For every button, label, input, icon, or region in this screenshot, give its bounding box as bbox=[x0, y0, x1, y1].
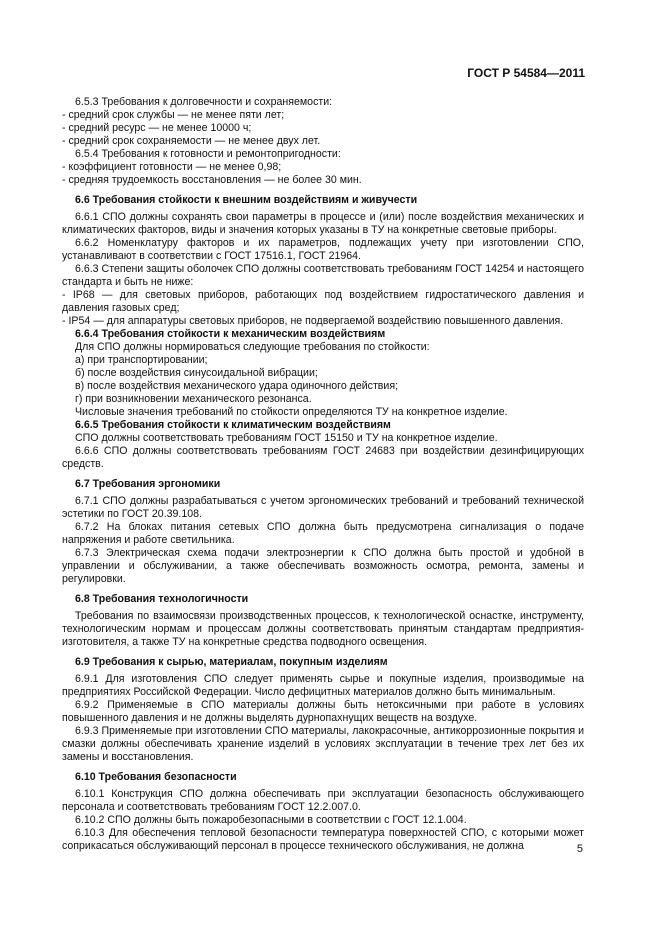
paragraph: - IP54 — для аппаратуры световых приборов, не подвергаемой воздействию повышенного давления. bbox=[62, 315, 564, 327]
paragraph: СПО должны соответствовать требованиям ГОСТ 15150 и ТУ на конкретное изделие. bbox=[75, 432, 498, 444]
paragraph: - средний срок службы — не менее пяти лет; bbox=[62, 109, 285, 121]
section-heading: 6.9 Требования к сырью, материалам, покупным изделиям bbox=[75, 656, 388, 668]
paragraph: 6.9.2 Применяемые в СПО материалы должны быть нетоксичными при работе в условиях повышенного давления и не должны выделять дурнопахнущих веществ на воздухе. bbox=[62, 699, 584, 724]
paragraph: 6.9.3 Применяемые при изготовлении СПО материалы, лакокрасочные, антикоррозионные покрытия и смазки должны обеспечивать хранение изделий в условиях эксплуатации в течение трех лет без их замены и восстановления. bbox=[62, 725, 584, 763]
paragraph: 6.6.3 Степени защиты оболочек СПО должны соответствовать требованиям ГОСТ 14254 и настоящего стандарта и быть не ниже: bbox=[62, 263, 584, 288]
paragraph: 6.7.1 СПО должны разрабатываться с учетом эргономических требований и требований технической эстетики по ГОСТ 20.39.108. bbox=[62, 495, 584, 520]
paragraph: - средний ресурс — не менее 10000 ч; bbox=[62, 122, 252, 134]
document-header: ГОСТ Р 54584—2011 bbox=[467, 66, 585, 80]
section-heading: 6.8 Требования технологичности bbox=[75, 593, 249, 605]
paragraph: Для СПО должны нормироваться следующие требования по стойкости: bbox=[75, 341, 430, 353]
paragraph: 6.6.6 СПО должны соответствовать требованиям ГОСТ 24683 при воздействии дезинфицирующих средств. bbox=[62, 445, 584, 470]
paragraph: 6.7.2 На блоках питания сетевых СПО должна быть предусмотрена сигнализация о подаче напряжения и работе светильника. bbox=[62, 521, 584, 546]
paragraph: 6.10.2 СПО должны быть пожаробезопасными в соответствии с ГОСТ 12.1.004. bbox=[75, 814, 467, 826]
section-heading: 6.6.4 Требования стойкости к механическим воздействиям bbox=[75, 328, 386, 340]
paragraph: - средняя трудоемкость восстановления — не более 30 мин. bbox=[62, 174, 362, 186]
section-heading: 6.6.5 Требования стойкости к климатическим воздействиям bbox=[75, 419, 391, 431]
paragraph: 6.7.3 Электрическая схема подачи электроэнергии к СПО должна быть простой и удобной в управлении и обслуживании, а также обеспечивать возможность осмотра, ремонта, замены и регулировки. bbox=[62, 547, 584, 585]
paragraph: в) после воздействия механического удара одиночного действия; bbox=[75, 380, 399, 392]
paragraph: г) при возникновении механического резонанса. bbox=[75, 393, 312, 405]
paragraph: 6.6.2 Номенклатуру факторов и их параметров, подлежащих учету при изготовлении СПО, устанавливают в соответствии с ГОСТ 17516.1, ГОСТ 21964. bbox=[62, 237, 584, 262]
paragraph: б) после воздействия синусоидальной вибрации; bbox=[75, 367, 318, 379]
paragraph: 6.10.3 Для обеспечения тепловой безопасности температура поверхностей СПО, с которыми может соприкасаться обслуживающий персонал в процессе технического обслуживания, не должна bbox=[62, 827, 584, 852]
section-heading: 6.7 Требования эргономики bbox=[75, 478, 221, 490]
paragraph: 6.5.4 Требования к готовности и ремонтопригодности: bbox=[75, 148, 341, 160]
paragraph: - коэффициент готовности — не менее 0,98; bbox=[62, 161, 282, 173]
paragraph: 6.5.3 Требования к долговечности и сохраняемости: bbox=[75, 96, 333, 108]
paragraph: - IP68 — для световых приборов, работающих под воздействием гидростатического давления и давления газовых сред; bbox=[62, 289, 584, 314]
section-heading: 6.10 Требования безопасности bbox=[75, 771, 237, 783]
paragraph: а) при транспортировании; bbox=[75, 354, 208, 366]
section-heading: 6.6 Требования стойкости к внешним воздействиям и живучести bbox=[75, 194, 418, 206]
paragraph: Числовые значения требований по стойкости определяются ТУ на конкретное изделие. bbox=[75, 406, 508, 418]
document-body bbox=[62, 96, 584, 853]
paragraph: Требования по взаимосвязи производственных процессов, к технологической оснастке, инструменту, технологическим нормам и процессам должны соответствовать принятым стандартам предприятия-изготовителя, а также ТУ на конкретные средства подводного освещения. bbox=[62, 610, 584, 648]
paragraph: - средний срок сохраняемости — не менее двух лет. bbox=[62, 135, 321, 147]
paragraph: 6.9.1 Для изготовления СПО следует применять сырье и покупные изделия, производимые на предприятиях Российской Федерации. Число дефицитных материалов должно быть минимальным. bbox=[62, 673, 584, 698]
page-number: 5 bbox=[576, 843, 583, 855]
paragraph: 6.10.1 Конструкция СПО должна обеспечивать при эксплуатации безопасность обслуживающего персонала и соответствовать требованиям ГОСТ 12.2.007.0. bbox=[62, 788, 584, 813]
paragraph: 6.6.1 СПО должны сохранять свои параметры в процессе и (или) после воздействия механических и климатических факторов, виды и значения которых указаны в ТУ на конкретные световые приборы. bbox=[62, 211, 584, 236]
